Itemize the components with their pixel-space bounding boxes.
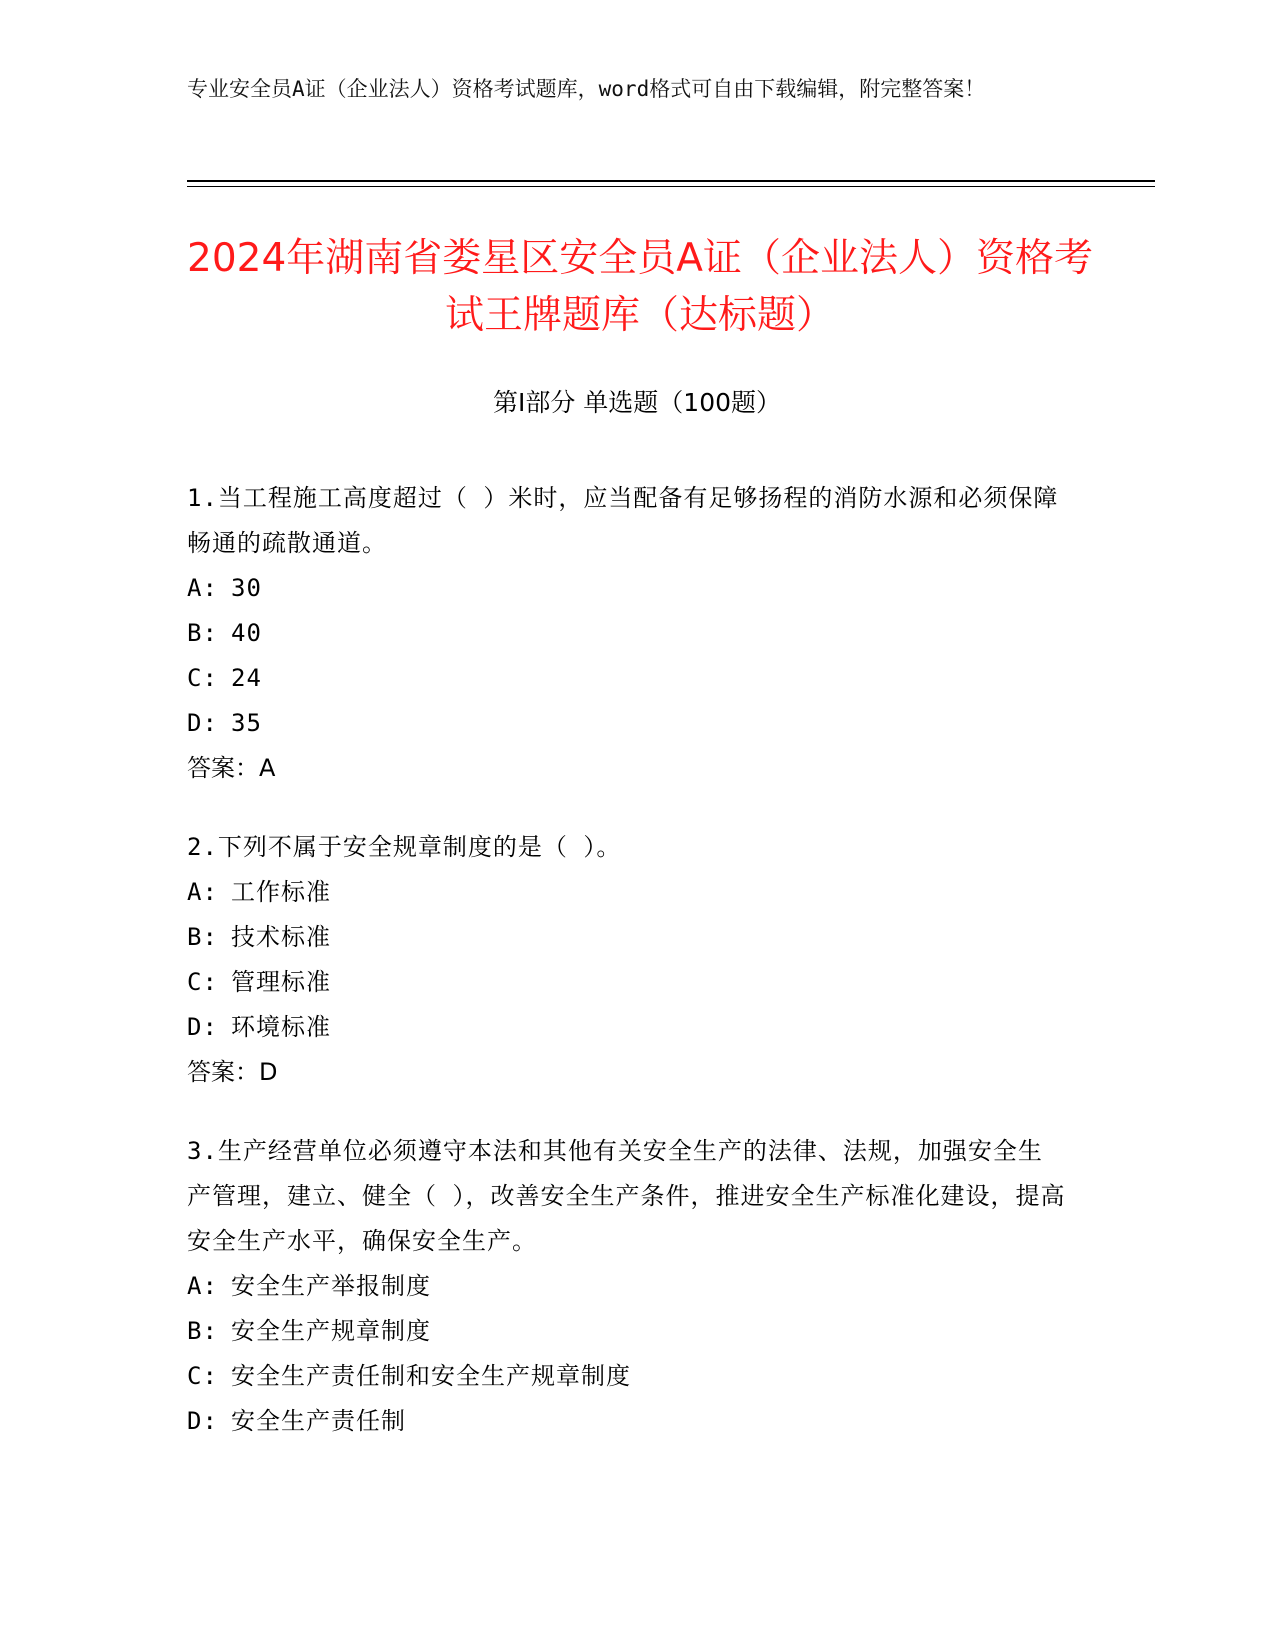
option-key: A: — [187, 1272, 218, 1300]
answer-line: 答案：D — [187, 1058, 278, 1086]
option-d — [187, 1005, 1087, 1050]
option-text: 安全生产责任制 — [231, 1407, 406, 1435]
option-text: 安全生产责任制和安全生产规章制度 — [231, 1362, 631, 1390]
answer-line: 答案：A — [187, 754, 276, 782]
option-key: D: — [187, 709, 218, 737]
question-2 — [187, 825, 1087, 1095]
question-stem: 1.当工程施工高度超过（ ）米时，应当配备有足够扬程的消防水源和必须保障畅通的疏散通道。 — [187, 484, 1059, 557]
option-c — [187, 1354, 1087, 1399]
section-heading: 第Ⅰ部分 单选题（100题） — [492, 388, 782, 417]
header-divider-thick — [187, 180, 1155, 182]
option-c — [187, 656, 1087, 701]
option-key: D: — [187, 1013, 218, 1041]
option-text: 工作标准 — [231, 878, 331, 906]
question-3 — [187, 1129, 1087, 1444]
option-key: B: — [187, 619, 218, 647]
option-text: 管理标准 — [231, 968, 331, 996]
option-b — [187, 611, 1087, 656]
header-divider-thin — [187, 186, 1155, 187]
option-text: 35 — [231, 709, 262, 737]
option-b — [187, 1309, 1087, 1354]
question-stem: 2.下列不属于安全规章制度的是（ ）。 — [187, 833, 622, 861]
option-a — [187, 870, 1087, 915]
option-c — [187, 960, 1087, 1005]
option-key: C: — [187, 968, 218, 996]
option-text: 安全生产规章制度 — [231, 1317, 431, 1345]
option-key: C: — [187, 664, 218, 692]
option-key: C: — [187, 1362, 218, 1390]
option-key: D: — [187, 1407, 218, 1435]
document-title: 2024年湖南省娄星区安全员A证（企业法人）资格考试王牌题库（达标题） — [187, 236, 1093, 338]
option-key: A: — [187, 574, 218, 602]
option-text: 技术标准 — [231, 923, 331, 951]
header-note: 专业安全员A证（企业法人）资格考试题库，word格式可自由下载编辑，附完整答案！ — [187, 77, 986, 101]
option-d — [187, 1399, 1087, 1444]
option-key: A: — [187, 878, 218, 906]
question-stem: 3.生产经营单位必须遵守本法和其他有关安全生产的法律、法规，加强安全生产管理，建立、健全（ ），改善安全生产条件，推进安全生产标准化建设，提高安全生产水平，确保安全生产。 — [187, 1137, 1066, 1255]
question-1 — [187, 476, 1087, 791]
option-b — [187, 915, 1087, 960]
option-a — [187, 1264, 1087, 1309]
option-text: 安全生产举报制度 — [231, 1272, 431, 1300]
option-text: 环境标准 — [231, 1013, 331, 1041]
option-key: B: — [187, 923, 218, 951]
option-text: 40 — [231, 619, 262, 647]
option-text: 30 — [231, 574, 262, 602]
option-d — [187, 701, 1087, 746]
option-key: B: — [187, 1317, 218, 1345]
option-a — [187, 566, 1087, 611]
question-list — [187, 476, 1087, 1478]
option-text: 24 — [231, 664, 262, 692]
